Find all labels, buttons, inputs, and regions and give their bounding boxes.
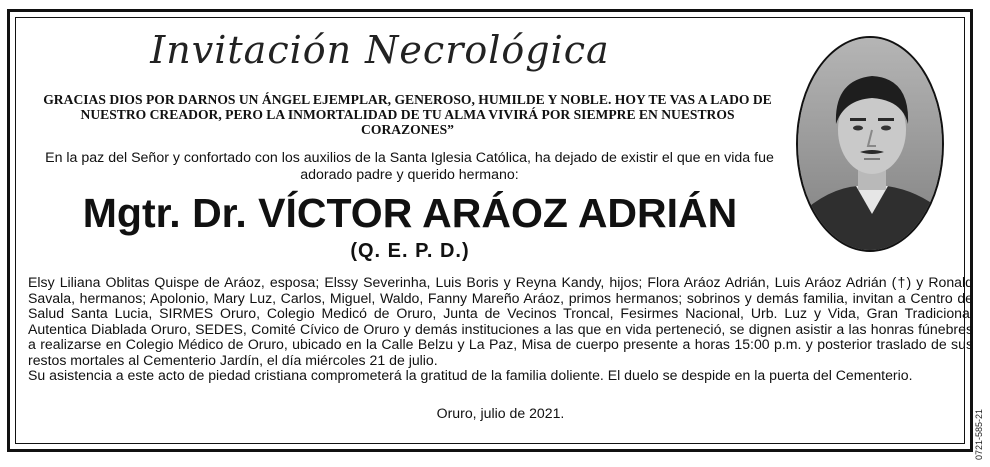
memorial-quote: GRACIAS DIOS POR DARNOS UN ÁNGEL EJEMPLAR, GENEROSO, HUMILDE Y NOBLE. HOY TE VAS A LADO DE NUESTRO CREADOR, PERO LA INMORTALIDAD DE TU ALMA VIVIRÁ POR SIEMPRE EN NUESTROS CORAZONES” bbox=[43, 92, 772, 137]
invitation-body bbox=[28, 275, 973, 384]
publication-code: 0721-585-21 bbox=[974, 408, 984, 460]
place-date: Oruro, julio de 2021. bbox=[436, 405, 565, 421]
person-portrait-icon bbox=[796, 36, 944, 252]
qepd-label: (Q. E. P. D.) bbox=[350, 240, 470, 262]
deceased-name: Mgtr. Dr. VÍCTOR ARÁOZ ADRIÁN bbox=[82, 190, 738, 236]
portrait-illustration bbox=[798, 38, 944, 252]
body-paragraph: Elsy Liliana Oblitas Quispe de Aráoz, esposa; Elssy Severinha, Luis Boris y Reyna Kandy, hijos; Flora Aráoz Adrián, Luis Aráoz Adrián (†) y Ronald Savala, hermanos; Apolonio, Mary Luz, Carlos, Miguel, Waldo, Fanny Mareño Aráoz, primos hermanos; sobrinos y demás familia, invitan a Centro de Salud Santa Lucia, SIRMES Oruro, Colegio Medicó de Oruro, Junta de Vecinos Troncal, Fesirmes Nacional, Urb. Luz y Vida, Gran Tradicional Autentica Diablada Oruro, SEDES, Comité Cívico de Oruro y demás instituciones a las que en vida perteneció, se dignen asistir a las honras fúnebres a realizarse en Colegio Médico de Oruro, ubicado en la Calle Belzu y La Paz, Misa de cuerpo presente a horas 15:00 p.m. y posterior traslado de sus restos mortales al Cementerio Jardín, el día miércoles 21 de julio. bbox=[28, 274, 973, 368]
page-title: Invitación Necrológica bbox=[150, 28, 610, 72]
intro-text: En la paz del Señor y confortado con los auxilios de la Santa Iglesia Católica, ha dejado de existir el que en vida fue adorado padre y querido hermano: bbox=[45, 150, 774, 183]
body-paragraph: Su asistencia a este acto de piedad cristiana comprometerá la gratitud de la familia doliente. El duelo se despide en la puerta del Cementerio. bbox=[28, 367, 913, 383]
